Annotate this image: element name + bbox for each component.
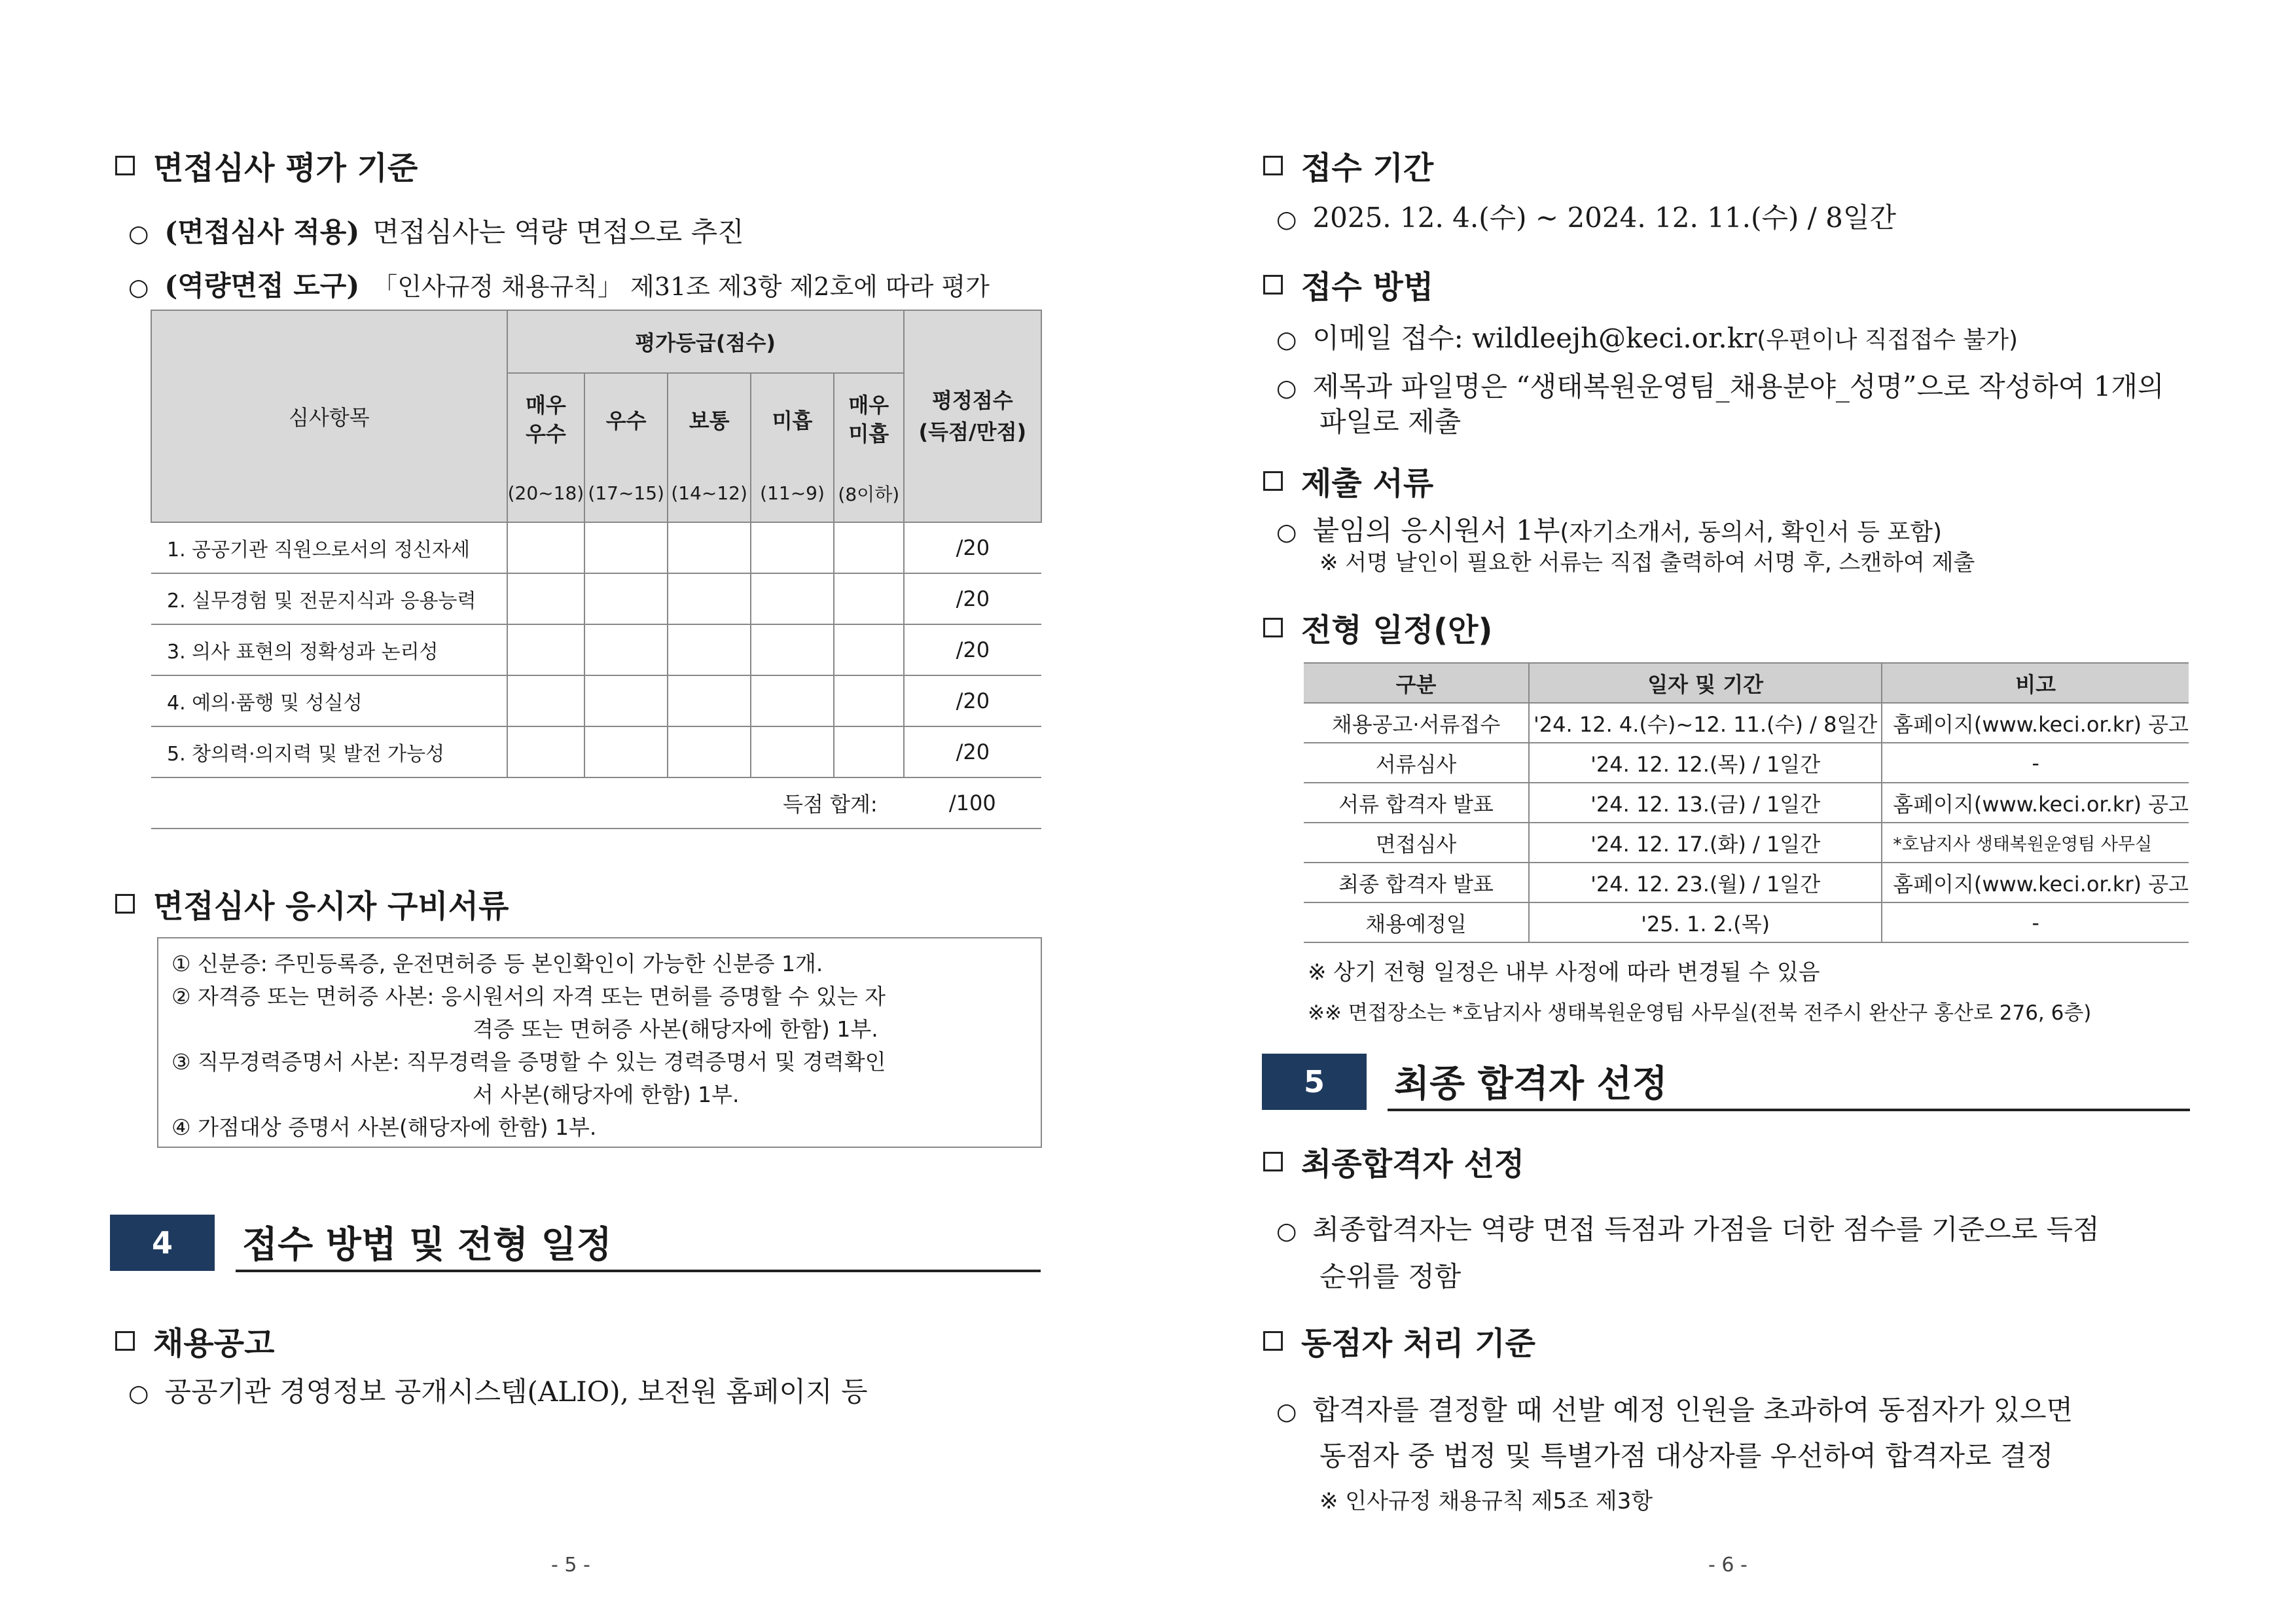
page-number: - 6 - xyxy=(1708,1554,1748,1577)
table-row xyxy=(1304,863,2189,902)
checkbox-square-icon xyxy=(115,156,135,175)
bullet-text: 「인사규정 채용규칙」 제31조 제3항 제2호에 따라 평가 xyxy=(372,272,990,301)
grade-cell[interactable] xyxy=(751,624,834,675)
section-heading xyxy=(115,881,509,926)
page-right xyxy=(1148,0,2296,1623)
table-row xyxy=(1304,902,2189,942)
grade-cell[interactable] xyxy=(834,624,904,675)
section-heading xyxy=(1263,605,1492,650)
evaluation-table xyxy=(151,310,1042,829)
grade-cell[interactable] xyxy=(584,624,668,675)
bullet-text: 합격자를 결정할 때 선발 예정 인원을 초과하여 동점자가 있으면 xyxy=(1312,1394,2073,1426)
grade-cell[interactable] xyxy=(751,573,834,624)
column-header: 일자 및 기간 xyxy=(1529,663,1882,703)
row-label: 5. 창의력·의지력 및 발전 가능성 xyxy=(151,726,507,777)
section-banner-title: 최종 합격자 선정 xyxy=(1394,1063,1668,1105)
section-number-badge: 4 xyxy=(110,1215,215,1271)
grade-cell[interactable] xyxy=(507,726,585,777)
grade-name: 보통 xyxy=(668,373,751,465)
total-score: /100 xyxy=(904,777,1041,829)
grade-cell[interactable] xyxy=(507,675,585,726)
circle-bullet-icon: ○ xyxy=(1276,327,1297,353)
cell-date: '24. 12. 4.(수)~12. 11.(수) / 8일간 xyxy=(1529,703,1882,743)
grade-cell[interactable] xyxy=(834,675,904,726)
grade-cell[interactable] xyxy=(584,573,668,624)
cell-remark: - xyxy=(1882,902,2189,942)
section-heading xyxy=(115,1318,274,1363)
bullet-text: 이메일 접수: wildleejh@keci.or.kr xyxy=(1312,322,1757,354)
row-label: 2. 실무경험 및 전문지식과 응용능력 xyxy=(151,573,507,624)
grade-cell[interactable] xyxy=(834,726,904,777)
grade-cell[interactable] xyxy=(584,522,668,573)
grade-cell[interactable] xyxy=(668,522,751,573)
cell-stage: 서류 합격자 발표 xyxy=(1304,783,1529,823)
table-row xyxy=(151,573,1041,624)
circle-bullet-icon: ○ xyxy=(1276,519,1297,546)
cell-stage: 채용공고·서류접수 xyxy=(1304,703,1529,743)
bullet-text: 면접심사는 역량 면접으로 추진 xyxy=(372,216,744,248)
grade-cell[interactable] xyxy=(507,522,585,573)
circle-bullet-icon: ○ xyxy=(1276,1218,1297,1245)
section-heading xyxy=(1263,262,1433,307)
bullet-label: (면접심사 적용) xyxy=(164,216,360,248)
section-title: 최종합격자 선정 xyxy=(1301,1146,1525,1183)
header-score: 평정점수 (득점/만점) xyxy=(904,310,1041,522)
table-row xyxy=(151,522,1041,573)
cell-stage: 서류심사 xyxy=(1304,743,1529,783)
section-title: 접수 기간 xyxy=(1301,150,1434,187)
banner-underline xyxy=(1388,1109,2190,1111)
bullet-text: 공공기관 경영정보 공개시스템(ALIO), 보전원 홈페이지 등 xyxy=(164,1376,868,1408)
schedule-table xyxy=(1304,662,2189,943)
cell-date: '24. 12. 23.(월) / 1일간 xyxy=(1529,863,1882,902)
column-header: 비고 xyxy=(1882,663,2189,703)
cell-remark: - xyxy=(1882,743,2189,783)
score-cell: /20 xyxy=(904,675,1041,726)
reference-note: ※ 서명 날인이 필요한 서류는 직접 출력하여 서명 후, 스캔하여 제출 xyxy=(1319,550,1975,576)
table-row xyxy=(151,624,1041,675)
score-cell: /20 xyxy=(904,624,1041,675)
bullet-label: (역량면접 도구) xyxy=(164,270,360,302)
circle-bullet-icon: ○ xyxy=(1276,375,1297,402)
doc-item: ③ 직무경력증명서 사본: 직무경력을 증명할 수 있는 경력증명서 및 경력확인 xyxy=(171,1049,886,1075)
bullet-item xyxy=(1276,509,1942,548)
section-heading xyxy=(1263,1139,1524,1184)
circle-bullet-icon: ○ xyxy=(128,1380,149,1407)
required-documents-box xyxy=(157,937,1042,1148)
grade-cell[interactable] xyxy=(751,522,834,573)
checkbox-square-icon xyxy=(1263,275,1283,294)
schedule-note: ※※ 면접장소는 *호남지사 생태복원운영팀 사무실(전북 전주시 완산구 홍산로 276, 6층) xyxy=(1308,1001,2092,1025)
section-heading xyxy=(115,143,418,188)
circle-bullet-icon: ○ xyxy=(128,221,149,247)
checkbox-square-icon xyxy=(1263,1152,1283,1171)
bullet-text: 최종합격자는 역량 면접 득점과 가점을 더한 점수를 기준으로 득점 xyxy=(1312,1213,2100,1245)
bullet-item xyxy=(128,211,744,250)
section-title: 면접심사 평가 기준 xyxy=(153,150,418,187)
checkbox-square-icon xyxy=(1263,471,1283,491)
grade-range: (8이하) xyxy=(834,465,904,522)
grade-cell[interactable] xyxy=(751,675,834,726)
grade-range: (14~12) xyxy=(668,465,751,522)
reference-note: ※ 인사규정 채용규칙 제5조 제3항 xyxy=(1319,1488,1653,1514)
cell-remark: 홈페이지(www.keci.or.kr) 공고 xyxy=(1882,703,2189,743)
section-title: 제출 서류 xyxy=(1301,465,1434,502)
section-title: 채용공고 xyxy=(153,1325,275,1362)
bullet-item xyxy=(128,264,990,304)
checkbox-square-icon xyxy=(1263,618,1283,637)
cell-date: '24. 12. 17.(화) / 1일간 xyxy=(1529,823,1882,863)
cell-date: '24. 12. 13.(금) / 1일간 xyxy=(1529,783,1882,823)
grade-cell[interactable] xyxy=(834,573,904,624)
bullet-continuation: 파일로 제출 xyxy=(1319,406,1462,438)
table-row xyxy=(151,675,1041,726)
grade-cell[interactable] xyxy=(668,624,751,675)
doc-item: 격증 또는 면허증 사본(해당자에 한함) 1부. xyxy=(473,1016,878,1042)
cell-stage: 면접심사 xyxy=(1304,823,1529,863)
table-row xyxy=(1304,703,2189,743)
bullet-continuation: 동점자 중 법정 및 특별가점 대상자를 우선하여 합격자로 결정 xyxy=(1319,1440,2054,1472)
schedule-note: ※ 상기 전형 일정은 내부 사정에 따라 변경될 수 있음 xyxy=(1308,959,1820,986)
circle-bullet-icon: ○ xyxy=(1276,1399,1297,1425)
bullet-item xyxy=(1276,1208,2100,1247)
cell-date: '24. 12. 12.(목) / 1일간 xyxy=(1529,743,1882,783)
bullet-text: 붙임의 응시원서 1부 xyxy=(1312,514,1560,546)
score-cell: /20 xyxy=(904,573,1041,624)
section-heading xyxy=(1263,458,1433,503)
score-cell: /20 xyxy=(904,522,1041,573)
grade-cell[interactable] xyxy=(507,624,585,675)
grade-name: 미흡 xyxy=(751,373,834,465)
row-label: 3. 의사 표현의 정확성과 논리성 xyxy=(151,624,507,675)
total-label: 득점 합계: xyxy=(151,777,904,829)
grade-range: (20~18) xyxy=(507,465,585,522)
section-title: 동점자 처리 기준 xyxy=(1301,1325,1535,1362)
bullet-item xyxy=(1276,317,2018,356)
checkbox-square-icon xyxy=(115,1331,135,1351)
bullet-text: 제목과 파일명은 “생태복원운영팀_채용분야_성명”으로 작성하여 1개의 xyxy=(1312,370,2164,402)
bullet-note: (우편이나 직접접수 불가) xyxy=(1757,327,2018,353)
section-title: 면접심사 응시자 구비서류 xyxy=(153,888,509,925)
bullet-item xyxy=(1276,1389,2073,1428)
bullet-continuation: 순위를 정함 xyxy=(1319,1260,1462,1293)
grade-cell[interactable] xyxy=(751,726,834,777)
grade-name: 매우 우수 xyxy=(507,373,585,465)
circle-bullet-icon: ○ xyxy=(1276,206,1297,233)
section-banner-title: 접수 방법 및 전형 일정 xyxy=(242,1224,612,1266)
grade-cell[interactable] xyxy=(668,726,751,777)
grade-cell[interactable] xyxy=(507,573,585,624)
section-heading xyxy=(1263,143,1433,188)
doc-item: ② 자격증 또는 면허증 사본: 응시원서의 자격 또는 면허를 증명할 수 있는 자 xyxy=(171,984,886,1009)
table-row xyxy=(151,726,1041,777)
bullet-note: (자기소개서, 동의서, 확인서 등 포함) xyxy=(1560,519,1943,546)
doc-item: 서 사본(해당자에 한함) 1부. xyxy=(473,1082,740,1107)
cell-date: '25. 1. 2.(목) xyxy=(1529,902,1882,942)
section-number-badge: 5 xyxy=(1262,1054,1367,1110)
total-row xyxy=(151,777,1041,829)
cell-stage: 채용예정일 xyxy=(1304,902,1529,942)
header-item: 심사항목 xyxy=(151,310,507,522)
cell-stage: 최종 합격자 발표 xyxy=(1304,863,1529,902)
cell-remark: 홈페이지(www.keci.or.kr) 공고 xyxy=(1882,783,2189,823)
table-row xyxy=(1304,823,2189,863)
section-title: 전형 일정(안) xyxy=(1301,612,1493,649)
grade-cell[interactable] xyxy=(584,675,668,726)
cell-remark: *호남지사 생태복원운영팀 사무실 xyxy=(1882,823,2189,863)
grade-range: (17~15) xyxy=(584,465,668,522)
page-number: - 5 - xyxy=(551,1554,590,1577)
grade-name: 우수 xyxy=(584,373,668,465)
header-grade: 평가등급(점수) xyxy=(507,310,904,373)
row-label: 1. 공공기관 직원으로서의 정신자세 xyxy=(151,522,507,573)
score-cell: /20 xyxy=(904,726,1041,777)
grade-name: 매우 미흡 xyxy=(834,373,904,465)
row-label: 4. 예의·품행 및 성실성 xyxy=(151,675,507,726)
grade-cell[interactable] xyxy=(668,573,751,624)
bullet-text: 2025. 12. 4.(수) ~ 2024. 12. 11.(수) / 8일간 xyxy=(1312,202,1897,234)
grade-cell[interactable] xyxy=(584,726,668,777)
cell-remark: 홈페이지(www.keci.or.kr) 공고 xyxy=(1882,863,2189,902)
grade-range: (11~9) xyxy=(751,465,834,522)
banner-underline xyxy=(236,1270,1041,1272)
bullet-item xyxy=(1276,365,2164,404)
grade-cell[interactable] xyxy=(834,522,904,573)
bullet-item xyxy=(1276,196,1896,236)
grade-cell[interactable] xyxy=(668,675,751,726)
checkbox-square-icon xyxy=(1263,156,1283,175)
circle-bullet-icon: ○ xyxy=(128,274,149,301)
table-row xyxy=(1304,743,2189,783)
section-title: 접수 방법 xyxy=(1301,269,1434,306)
doc-item: ① 신분증: 주민등록증, 운전면허증 등 본인확인이 가능한 신분증 1개. xyxy=(171,951,823,976)
table-header-row xyxy=(1304,663,2189,703)
checkbox-square-icon xyxy=(1263,1331,1283,1351)
bullet-item xyxy=(128,1370,868,1410)
doc-item: ④ 가점대상 증명서 사본(해당자에 한함) 1부. xyxy=(171,1115,597,1140)
table-row xyxy=(1304,783,2189,823)
column-header: 구분 xyxy=(1304,663,1529,703)
section-heading xyxy=(1263,1318,1535,1363)
checkbox-square-icon xyxy=(115,894,135,914)
